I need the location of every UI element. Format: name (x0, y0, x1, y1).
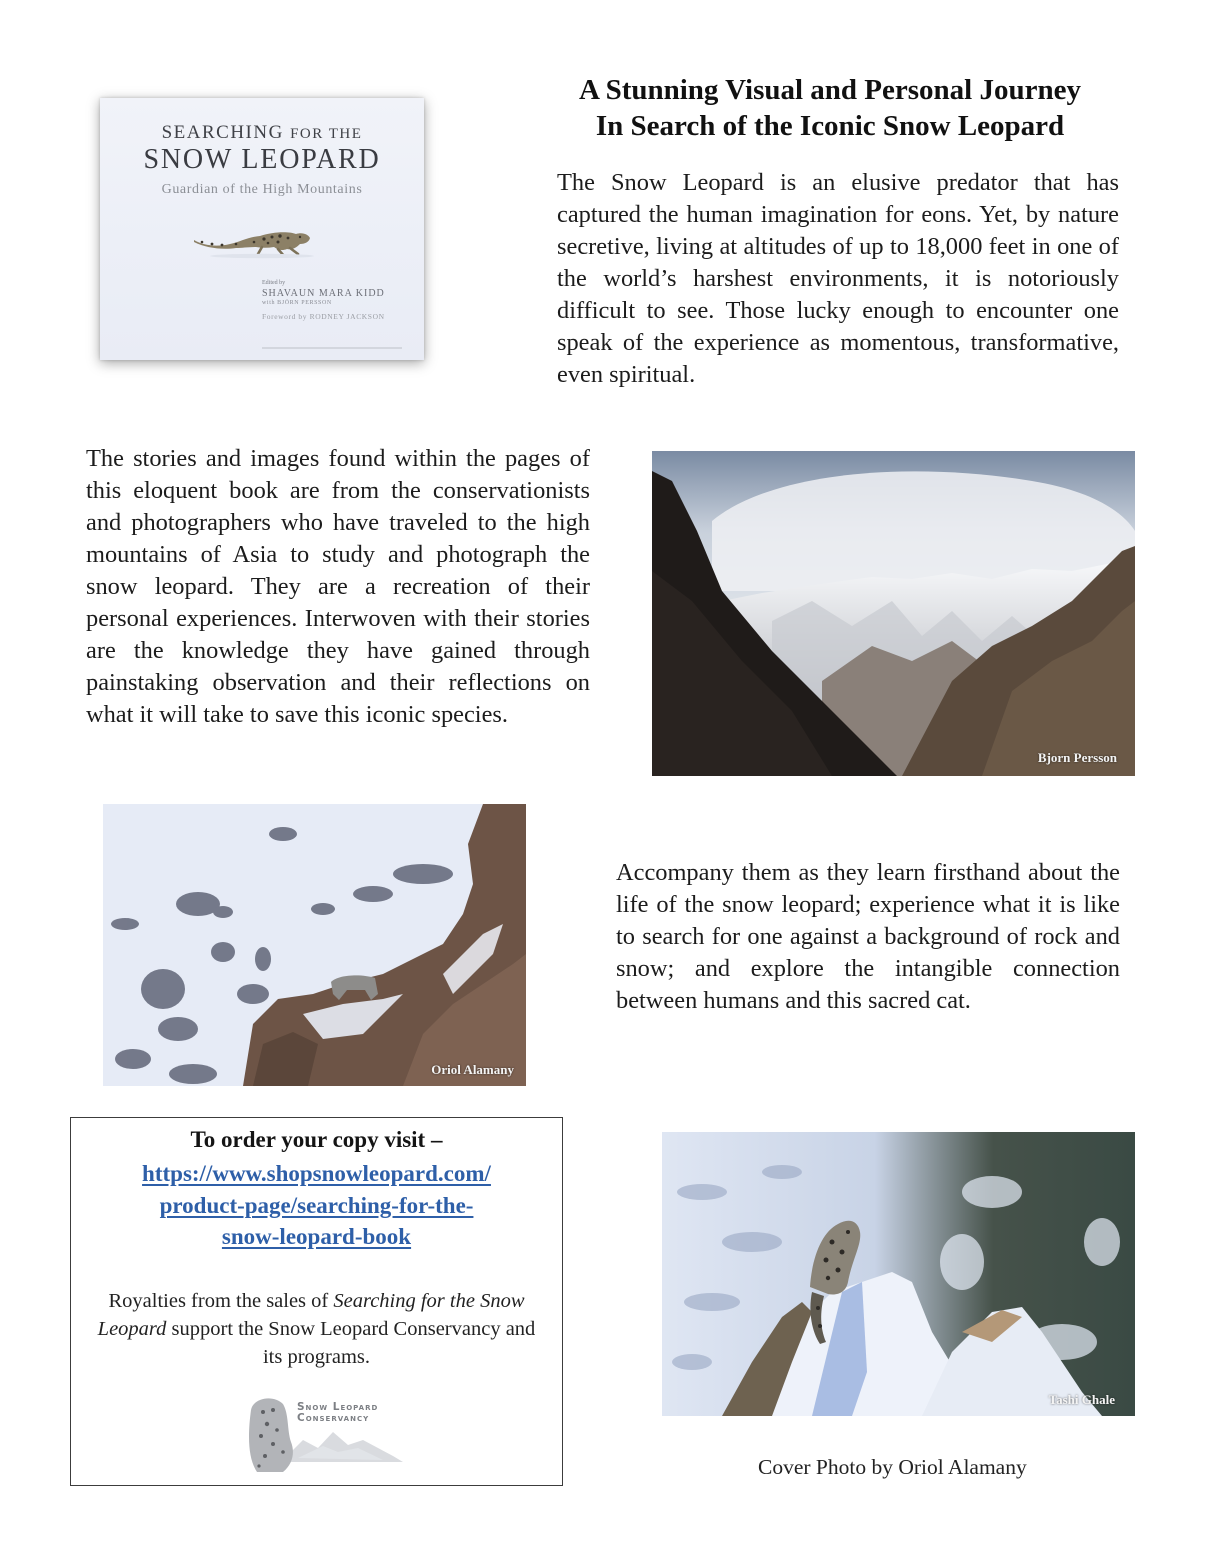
cover-kicker (100, 122, 424, 144)
accompany-paragraph: Accompany them as they learn firsthand about the life of the snow leopard; experience what it is like to search for one against a background of rock and snow; and explore the intangible connection between humans and this sacred cat. (616, 859, 1120, 1014)
running-leopard-icon (192, 220, 322, 260)
logo-wordmark (297, 1402, 378, 1423)
royalties-prefix: Royalties from the sales of (108, 1290, 334, 1312)
page-headline (530, 72, 1130, 144)
snow-leopard-conservancy-logo (243, 1390, 408, 1478)
cover-credits (262, 280, 422, 321)
cover-subtitle: Guardian of the High Mountains (161, 182, 363, 197)
intro-paragraph: The Snow Leopard is an elusive predator that has captured the human imagination for eons. Yet, by nature secretive, living at altitudes of up to 18,000 feet in one of the world’s harshest environments, it is notoriously difficult to see. Those lucky enough to encounter one speak of the experience as momentous, transformative, even spiritual. (557, 169, 1119, 388)
cover-kicker-main: SEARCHING (161, 122, 284, 143)
perched-leopard-photo (662, 1132, 1135, 1416)
order-link-line-3[interactable]: snow-leopard-book (221, 1224, 412, 1249)
photo-credit-mountain: Bjorn Persson (1037, 750, 1117, 765)
snow-cliff-icon (103, 804, 526, 1086)
cover-title: SNOW LEOPARD (143, 144, 381, 175)
mountain-photo (652, 451, 1135, 776)
photo-credit-cliff: Oriol Alamany (431, 1062, 514, 1077)
royalties-suffix: support the Snow Leopard Conservancy and its programs. (166, 1318, 536, 1368)
order-info-box (70, 1117, 563, 1486)
photo-credit-perch: Tashi Ghale (1048, 1392, 1115, 1407)
cover-co-editor: with BJÖRN PERSSON (262, 300, 332, 306)
snow-cliff-leopard-photo (103, 804, 526, 1086)
cover-editor: SHAVAUN MARA KIDD (262, 288, 385, 299)
order-heading: To order your copy visit – (190, 1127, 443, 1152)
royalties-book-title: Searching for the Snow Leopard (97, 1290, 525, 1340)
headline-line-1: A Stunning Visual and Personal Journey (578, 74, 1081, 106)
order-link[interactable] (71, 1158, 562, 1253)
order-link-line-1[interactable]: https://www.shopsnowleopard.com/ (142, 1161, 491, 1186)
order-link-line-2[interactable]: product-page/searching-for-the- (159, 1192, 474, 1218)
logo-line-2: Conservancy (297, 1411, 370, 1424)
cover-photo-caption: Cover Photo by Oriol Alamany (758, 1455, 1027, 1479)
perched-leopard-icon (662, 1132, 1135, 1416)
royalties-note (91, 1287, 542, 1371)
headline-line-2: In Search of the Iconic Snow Leopard (595, 110, 1065, 142)
cover-kicker-small: FOR THE (290, 126, 363, 142)
mountain-landscape-icon (652, 451, 1135, 776)
cover-fineprint-line (262, 347, 402, 349)
logo-line-1: Snow Leopard (297, 1401, 379, 1413)
stories-paragraph: The stories and images found within the pages of this eloquent book are from the conservationists and photographers who have traveled to the high mountains of Asia to study and photograph the snow leopard. They are a recreation of their personal experiences. Interwoven with their stories are the knowledge they have gained through painstaking observation and their reflections on what it will take to save this iconic species. (86, 445, 590, 728)
cover-edited-by: Edited by (262, 280, 286, 286)
book-cover (100, 98, 424, 360)
cover-foreword: Foreword by RODNEY JACKSON (262, 312, 385, 321)
